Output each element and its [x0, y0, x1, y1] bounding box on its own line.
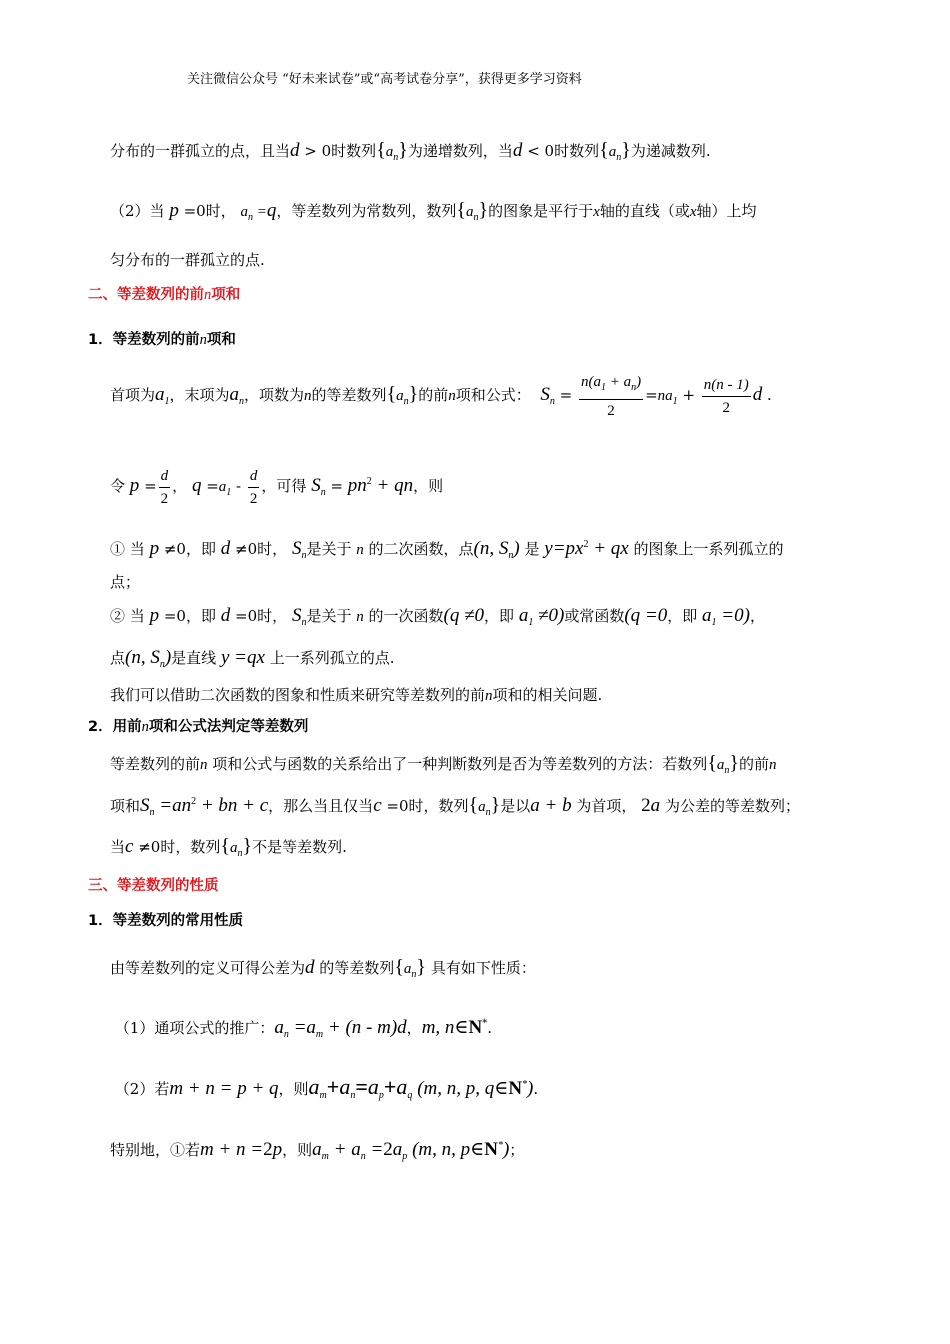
formula: c: [125, 836, 134, 857]
paragraph-properties-intro: [110, 957, 536, 985]
text: 是关于: [306, 540, 352, 558]
text: 首项为: [110, 386, 156, 404]
text: 时，数列: [408, 797, 469, 815]
text: 项和公式：: [455, 386, 531, 404]
formula: }: [478, 199, 489, 221]
formula: 2a: [641, 795, 661, 816]
paragraph-substitution: 令 p = $\frac{d}{2}$ ， $q =a_1$ - $\frac{d}{2}$ ，可得 $S_n = pn^2$ + qn，则: [110, 458, 443, 517]
paragraph-monotonic: 分布的一群孤立的点，且当d > 0时数列$\{a_n\}$为递增数列，当d < 0时数列$\{a_n\}$为递减数列.: [110, 139, 711, 163]
text: （2）若: [114, 1080, 170, 1098]
text: 的前: [418, 386, 449, 404]
paragraph-case-2-cont: [110, 648, 394, 675]
formula: {: [468, 794, 479, 816]
formula: }: [398, 139, 408, 161]
text: 时，: [257, 607, 288, 625]
formula: p: [149, 605, 160, 626]
text: ，即: [185, 540, 216, 558]
formula: (n, $S_n$): [473, 538, 520, 561]
formula: $\frac{d}{2}$: [159, 465, 171, 510]
text: 项和: [110, 797, 141, 815]
text: ，则: [413, 477, 444, 495]
formula: }: [242, 835, 253, 857]
property-1: （1）通项公式的推广：$a_n =a_m + (n - m)d$，m, n∈N*.: [114, 1017, 492, 1040]
text: 点: [110, 649, 126, 667]
formula: $S_n$: [540, 384, 555, 407]
formula: (n, $S_n$): [125, 647, 172, 670]
text: 或常函数: [564, 607, 625, 625]
text: ，等差数列为常数列，数列: [276, 202, 457, 220]
text: ；: [509, 1141, 525, 1159]
formula: {: [599, 139, 609, 161]
formula: $a_n =a_m + (n - m)d$: [274, 1017, 407, 1040]
text: .: [487, 1019, 492, 1037]
paragraph-criterion: 等差数列的前n 项和公式与函数的关系给出了一种判断数列是否为等差数列的方法：若数列$\{a_n\}$的前n: [110, 752, 777, 776]
formula: (q ≠0: [443, 605, 485, 626]
text: 不是等差数列.: [252, 838, 347, 856]
paragraph-criterion-cont: 项和$S_n =an^2$ + bn + c，那么当且仅当c =0时，数列$\{a_n\}$是以a + b 为首项， 2a 为公差的等差数列；: [110, 794, 800, 818]
formula: q: [191, 475, 202, 496]
text: ，那么当且仅当: [268, 797, 374, 815]
text: 是以: [500, 797, 531, 815]
text: 为首项，: [576, 797, 637, 815]
text: 由等差数列的定义可得公差为: [110, 959, 306, 977]
text: 为递增数列，当: [407, 142, 513, 160]
formula: }: [416, 956, 427, 978]
text: ，则: [278, 1080, 309, 1098]
formula: p: [149, 538, 160, 559]
text: 项和公式与函数的关系给出了一种判断数列是否为等差数列的方法：若数列: [212, 755, 708, 773]
formula: a + b: [530, 795, 572, 816]
section-title-sum: 二、等差数列的前n项和: [88, 287, 241, 303]
subsection-title-criterion: 2．用前n项和公式法判定等差数列: [88, 719, 309, 735]
formula: $a_n$: [229, 840, 243, 859]
formula: $a_1 \ne 0$): [518, 605, 565, 628]
text: ，项数为: [244, 386, 305, 404]
formula: }: [621, 139, 631, 161]
formula: d: [220, 605, 231, 626]
text: 的一次函数: [368, 607, 444, 625]
formula: $a_n$: [396, 388, 409, 407]
formula: $a_m+a_n=a_p+a_q$: [308, 1074, 413, 1101]
text: 等差数列的前: [110, 755, 201, 773]
formula: d: [290, 140, 300, 161]
text: ，则: [282, 1141, 313, 1159]
page-header: 关注微信公众号 “好未来试卷”或“高考试卷分享”，获得更多学习资料: [187, 72, 582, 87]
formula: $y=px^2$ + qx: [544, 538, 629, 559]
text: 的等差数列: [319, 959, 395, 977]
text: 的等差数列: [311, 386, 387, 404]
text: ，即: [185, 607, 216, 625]
text: 时数列: [554, 142, 600, 160]
text: ② 当: [110, 607, 145, 625]
formula: $S_n$: [291, 605, 307, 628]
formula: $a_n$: [403, 961, 417, 980]
formula: }: [490, 794, 501, 816]
formula: {: [394, 956, 404, 978]
formula: }: [408, 383, 419, 405]
text: 轴的直线（或: [599, 202, 690, 220]
text: ① 当: [110, 540, 145, 558]
formula: $a_1 =0$): [702, 605, 750, 628]
property-2: [110, 1075, 538, 1106]
paragraph-criterion-end: 当c ≠0时，数列$\{a_n\}$不是等差数列.: [110, 835, 347, 859]
text: 是直线: [171, 649, 217, 667]
formula: $a_n$: [608, 144, 622, 163]
text: ，: [749, 607, 765, 625]
formula: $a_n =q$: [240, 200, 277, 223]
text: 时，: [257, 540, 288, 558]
formula: (q =0: [624, 605, 668, 626]
section-title-properties: 三、等差数列的性质: [88, 878, 219, 894]
text: （1）通项公式的推广：: [114, 1019, 275, 1037]
formula: $S_n$: [291, 538, 307, 561]
formula: }: [729, 752, 740, 774]
text: 时数列: [331, 142, 377, 160]
formula: $a_n$: [385, 144, 399, 163]
text: （2）当: [110, 202, 165, 220]
text: 的图象是平行于: [488, 202, 594, 220]
formula: $a_1$: [155, 384, 170, 407]
text: 上一系列孤立的点.: [269, 649, 395, 667]
text: 具有如下性质：: [430, 959, 536, 977]
formula: {: [707, 752, 717, 774]
formula: $a_n$: [229, 384, 245, 407]
formula: $S_n$: [311, 475, 326, 498]
formula: $\frac{d}{2}$: [248, 465, 260, 510]
formula: y =qx: [220, 647, 265, 668]
formula: {: [220, 835, 230, 857]
paragraph-case-1: ① 当 p ≠0，即 d ≠0时， $S_n$是关于 n 的二次函数，点(n, $S_n$) 是 $y=px^2$ + qx 的图象上一系列孤立的: [110, 538, 784, 561]
paragraph-text: 点；: [110, 573, 141, 591]
formula: p: [169, 200, 179, 221]
var-x: x: [689, 204, 697, 220]
formula: (m, n, p∈N*): [412, 1139, 510, 1160]
text: 轴）上均: [696, 202, 757, 220]
text: 令: [110, 477, 126, 495]
formula: $a_n$: [716, 757, 730, 776]
text: 的二次函数，点: [368, 540, 474, 558]
formula: d: [220, 538, 231, 559]
formula: {: [386, 383, 397, 405]
subsection-title-sum: 1．等差数列的前n项和: [88, 332, 236, 348]
text: 的图象上一系列孤立的: [633, 540, 784, 558]
text: 是关于: [306, 607, 352, 625]
subsection-title-properties: 1．等差数列的常用性质: [88, 913, 244, 929]
text: 特别地，①若: [110, 1141, 201, 1159]
formula: p: [129, 475, 140, 496]
paragraph-constant-sequence: （2）当 p =0时， $a_n =q$，等差数列为常数列，数列$\{a_n\}$的图象是平行于x轴的直线（或x轴）上均: [110, 199, 757, 223]
formula: $S_n =an^2$ + bn + c: [140, 795, 269, 818]
formula: (m, n, p, q∈N*): [417, 1078, 534, 1099]
paragraph-case-2: ② 当 p =0，即 d =0时， $S_n$是关于 n 的一次函数(q ≠0，即 $a_1 \ne 0$)或常函数(q =0，即 $a_1 =0$)，: [110, 605, 765, 628]
formula: $a_1$: [218, 479, 232, 498]
formula: $a_m + a_n =2a_p$: [312, 1139, 408, 1162]
formula: $pn^2$ + qn: [347, 475, 414, 496]
text: 为公差的等差数列；: [664, 797, 800, 815]
formula: m + n =2p: [200, 1139, 283, 1160]
formula: $a_n$: [478, 799, 491, 818]
formula: m, n∈: [421, 1017, 469, 1038]
text: ，末项为: [169, 386, 230, 404]
formula: $\frac{n(a_1 + a_n)}{2}$: [579, 371, 643, 422]
text: 时，: [205, 202, 236, 220]
text: ，可得: [261, 477, 307, 495]
paragraph-text: 匀分布的一群孤立的点.: [110, 251, 265, 269]
paragraph-text: 我们可以借助二次函数的图象和性质来研究等差数列的前n项和的相关问题.: [110, 686, 603, 704]
text: .: [533, 1080, 539, 1098]
text: ，: [172, 477, 188, 495]
formula: {: [456, 199, 467, 221]
text: 为递减数列.: [630, 142, 711, 160]
text: 的前: [739, 755, 770, 773]
formula: $\frac{n(n - 1)}{2}$: [702, 374, 751, 419]
var-x: x: [593, 204, 600, 220]
formula: c: [373, 795, 382, 816]
property-special: [110, 1136, 524, 1167]
text: 是: [524, 540, 540, 558]
formula: m + n = p + q: [169, 1078, 279, 1099]
text: 分布的一群孤立的点，且当: [110, 142, 291, 160]
formula: {: [376, 139, 386, 161]
formula: d: [305, 957, 315, 978]
text: 当: [110, 838, 126, 856]
text: 时，数列: [160, 838, 221, 856]
formula: $a_n$: [466, 204, 479, 223]
formula: d: [512, 140, 523, 161]
paragraph-sum-formula: 首项为$a_1$，末项为$a_n$，项数为n的等差数列$\{a_n\}$的前n项和公式： $S_n$ = $\frac{n(a_1 + a_n)}{2}$ $=na_1$ + $\frac{n(n - 1)}{2}$ d .: [110, 370, 772, 426]
